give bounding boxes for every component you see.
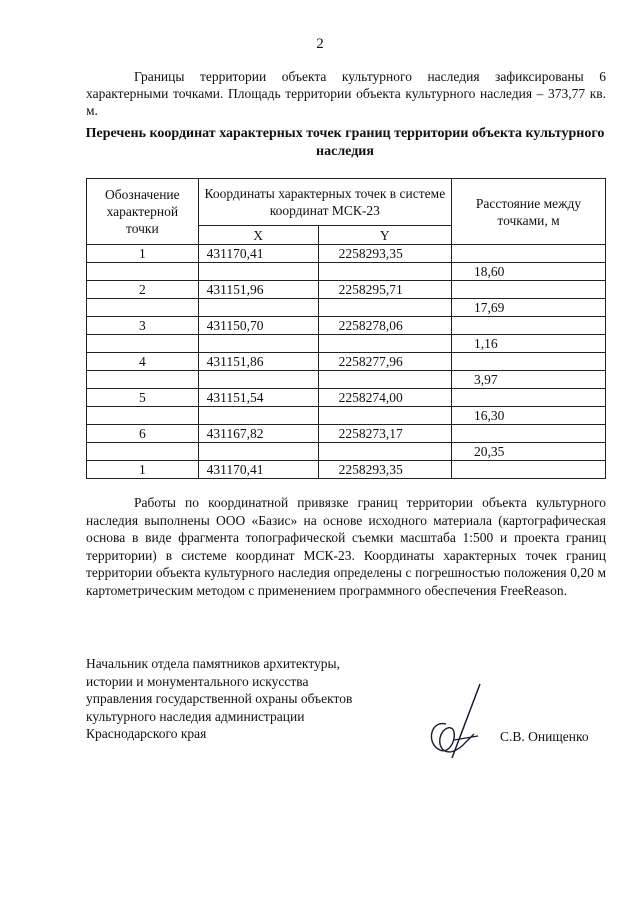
cell-point: 6	[87, 425, 199, 443]
position-line: Краснодарского края	[86, 726, 207, 741]
cell-x: 431151,96	[198, 281, 318, 299]
cell-point: 1	[87, 461, 199, 479]
cell-point: 2	[87, 281, 199, 299]
body-text: Работы по координатной привязке границ территории объекта культурного наследия выполнены ООО «Базис» на основе исходного материала (картографическая основа в виде фрагмента топографической съемки масштаба 1:500 и проекта границ территории) в системе координат МСК-23. Координаты характерных точек границ территории объекта культурного наследия определены с погрешностью положения 0,20 м картометрическим методом с применением программного обеспечения FreeReason.	[86, 495, 606, 598]
coordinates-table	[86, 178, 606, 479]
position-line: Начальник отдела памятников архитектуры,	[86, 656, 340, 671]
cell-distance: 1,16	[452, 335, 606, 353]
cell-y: 2258295,71	[318, 281, 451, 299]
header-point: Обозначение характерной точки	[87, 179, 199, 245]
table-row	[87, 443, 606, 461]
position-line: управления государственной охраны объектов	[86, 691, 353, 706]
cell-y: 2258273,17	[318, 425, 451, 443]
cell-point: 4	[87, 353, 199, 371]
cell-x: 431167,82	[198, 425, 318, 443]
cell-y: 2258277,96	[318, 353, 451, 371]
table-row	[87, 263, 606, 281]
signatory-position	[86, 655, 406, 743]
cell-y: 2258293,35	[318, 245, 451, 263]
table-row	[87, 371, 606, 389]
table-row	[87, 407, 606, 425]
cell-distance: 17,69	[452, 299, 606, 317]
table-row	[87, 425, 606, 443]
table-row	[87, 335, 606, 353]
cell-x: 431150,70	[198, 317, 318, 335]
cell-distance: 16,30	[452, 407, 606, 425]
cell-x: 431151,54	[198, 389, 318, 407]
table-row	[87, 353, 606, 371]
cell-x: 431170,41	[198, 245, 318, 263]
cell-distance: 3,97	[452, 371, 606, 389]
position-line: истории и монументального искусства	[86, 673, 309, 689]
cell-y: 2258274,00	[318, 389, 451, 407]
page-number: 2	[316, 36, 324, 52]
cell-point: 5	[87, 389, 199, 407]
cell-point: 3	[87, 317, 199, 335]
table-row	[87, 245, 606, 263]
intro-paragraph	[86, 68, 606, 119]
table-row	[87, 281, 606, 299]
cell-distance	[452, 245, 606, 263]
table-row	[87, 461, 606, 479]
cell-distance: 20,35	[452, 443, 606, 461]
body-paragraph	[86, 494, 606, 599]
cell-point: 1	[87, 245, 199, 263]
table-row	[87, 389, 606, 407]
table-row	[87, 299, 606, 317]
cell-y: 2258293,35	[318, 461, 451, 479]
cell-y: 2258278,06	[318, 317, 451, 335]
header-y: Y	[318, 226, 451, 245]
header-distance: Расстояние между точками, м	[452, 179, 606, 245]
table-row	[87, 317, 606, 335]
header-x: X	[198, 226, 318, 245]
cell-x: 431151,86	[198, 353, 318, 371]
position-line: культурного наследия администрации	[86, 708, 305, 724]
intro-text: Границы территории объекта культурного наследия зафиксированы 6 характерными точками. Площадь территории объекта культурного наследия – 373,77 кв. м.	[86, 69, 606, 118]
cell-distance: 18,60	[452, 263, 606, 281]
handwritten-signature	[418, 680, 498, 770]
signer-name: С.В. Онищенко	[500, 729, 589, 744]
header-coordinates: Координаты характерных точек в системе координат МСК-23	[198, 179, 451, 226]
document-title: Перечень координат характерных точек границ территории объекта культурного наследия	[85, 126, 605, 159]
cell-x: 431170,41	[198, 461, 318, 479]
